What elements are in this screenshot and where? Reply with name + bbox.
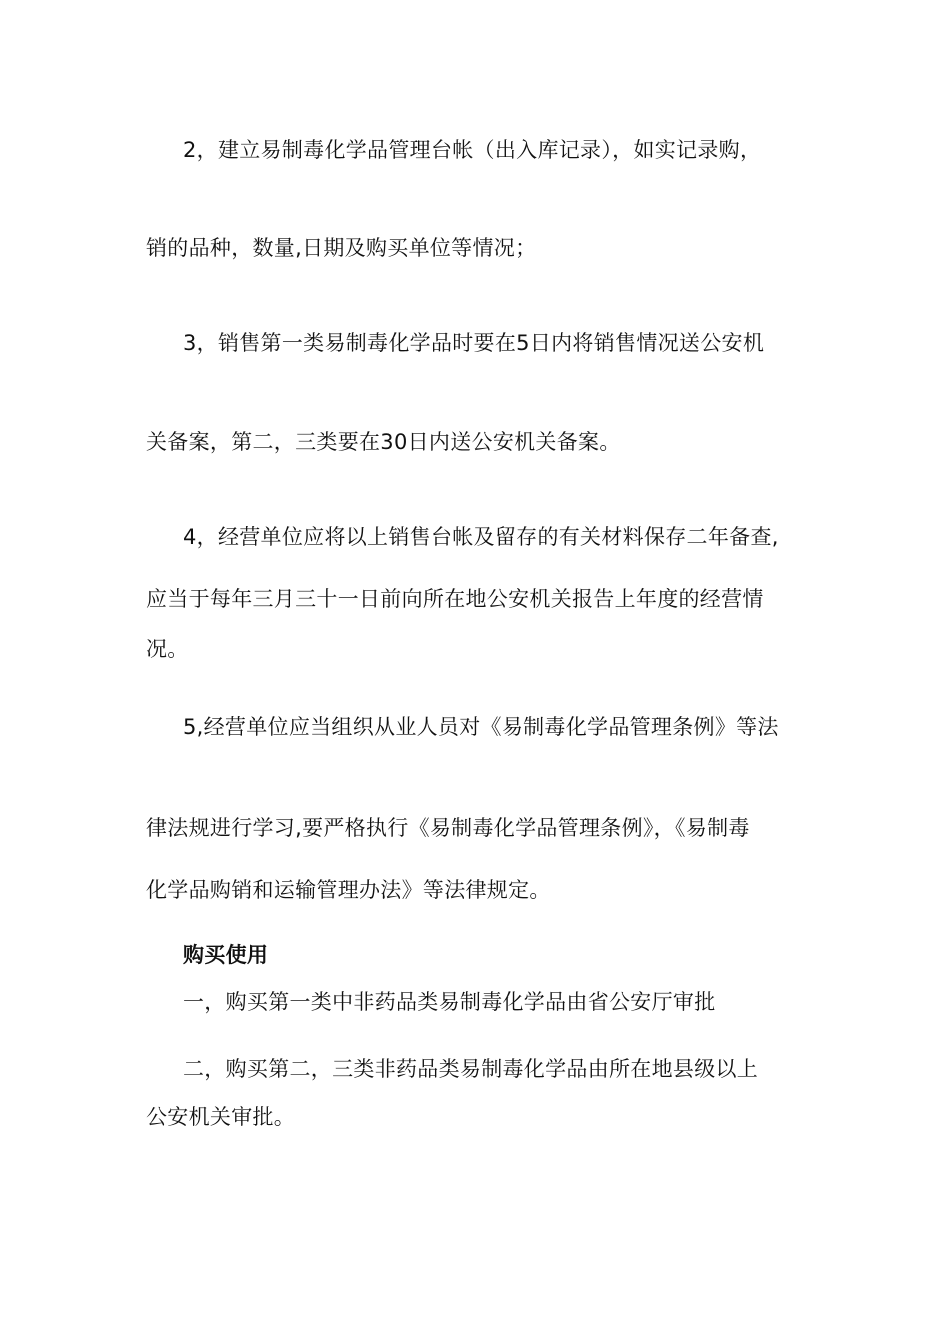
paragraph-3-line-1: 3，销售第一类易制毒化学品时要在5日内将销售情况送公安机 <box>183 331 765 355</box>
paragraph-5-line-2: 律法规进行学习,要严格执行《易制毒化学品管理条例》，《易制毒 <box>146 816 750 840</box>
paragraph-2-line-2: 销的品种，数量,日期及购买单位等情况； <box>146 236 537 260</box>
paragraph-4-line-3: 况。 <box>146 637 189 661</box>
paragraph-4-line-1: 4，经营单位应将以上销售台帐及留存的有关材料保存二年备查, <box>183 525 779 549</box>
section-heading: 购买使用 <box>183 943 269 967</box>
paragraph-3-line-2: 关备案，第二，三类要在30日内送公安机关备案。 <box>146 430 621 454</box>
paragraph-5-line-3: 化学品购销和运输管理办法》等法律规定。 <box>146 878 551 902</box>
purchase-item-2-line-1: 二，购买第二，三类非药品类易制毒化学品由所在地县级以上 <box>183 1057 759 1081</box>
paragraph-4-line-2: 应当于每年三月三十一日前向所在地公安机关报告上年度的经营情 <box>146 587 764 611</box>
purchase-item-1: 一，购买第一类中非药品类易制毒化学品由省公安厅审批 <box>183 990 716 1014</box>
paragraph-2-line-1: 2，建立易制毒化学品管理台帐（出入库记录），如实记录购， <box>183 138 762 162</box>
purchase-item-2-line-2: 公安机关审批。 <box>146 1105 296 1129</box>
paragraph-5-line-1: 5,经营单位应当组织从业人员对《易制毒化学品管理条例》等法 <box>183 715 779 739</box>
